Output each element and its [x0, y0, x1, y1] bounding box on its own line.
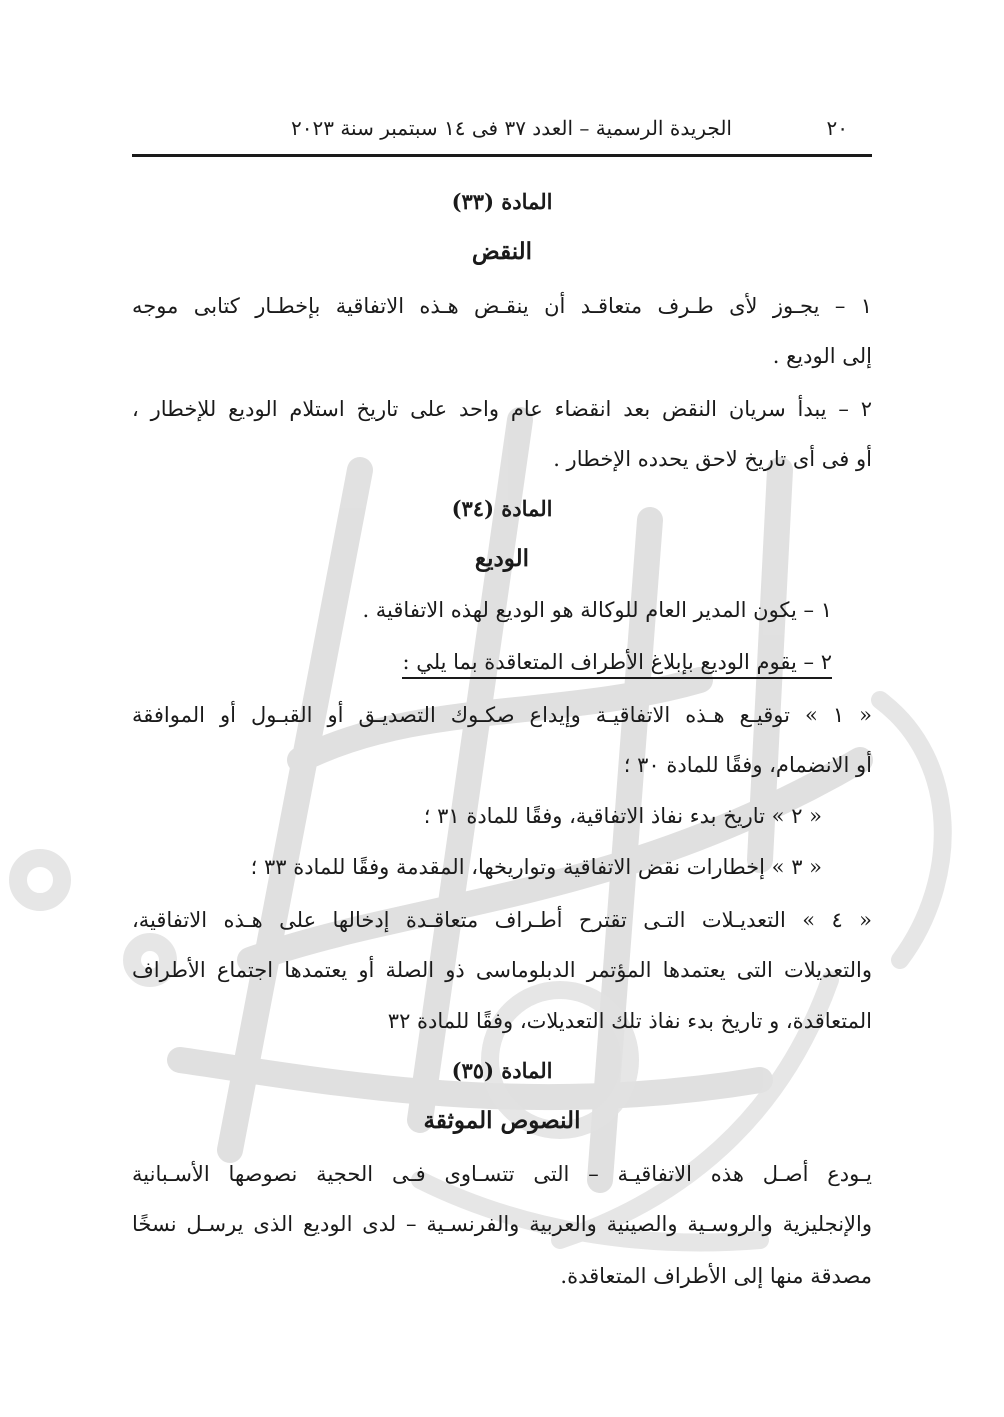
article-35-para-line3: مصدقة منها إلى الأطراف المتعاقدة.	[560, 1264, 872, 1288]
article-34-para2	[132, 650, 872, 674]
article-35-para-line2: والإنجليزية والروسـية والصينية والعربية والفرنسـية – لدى الوديع الذى يرسـل نسخًا	[132, 1212, 872, 1236]
article-35-heading: المادة (٣٥)	[451, 1058, 553, 1083]
article-33-para1-line1: ١ – يجـوز لأى طـرف متعاقـد أن ينقـض هـذه الاتفاقية بإخطـار كتابى موجه	[132, 294, 872, 318]
article-34-item4-line2: والتعديلات التى يعتمدها المؤتمر الدبلوماسى ذو الصلة أو يعتمدها اجتماع الأطراف	[132, 958, 872, 982]
page-header	[132, 112, 872, 146]
header-divider	[132, 154, 872, 157]
article-34-item4-line1: « ٤ » التعديـلات التـى تقترح أطـراف متعاقـدة إدخالها على هـذه الاتفاقية،	[132, 908, 872, 932]
page-number: ٢٠	[826, 116, 848, 140]
article-34-para2-text: ٢ – يقوم الوديع بإبلاغ الأطراف المتعاقدة بما يلي :	[402, 650, 832, 679]
article-35-para-line1: يـودع أصـل هذه الاتفاقيـة – التى تتسـاوى فـى الحجية نصوصها الأسـبانية	[132, 1162, 872, 1186]
article-34-para1: ١ – يكون المدير العام للوكالة هو الوديع لهذه الاتفاقية .	[362, 598, 832, 622]
header-title: الجريدة الرسمية – العدد ٣٧ فى ١٤ سبتمبر سنة ٢٠٢٣	[291, 116, 732, 140]
article-34-heading: المادة (٣٤)	[451, 496, 553, 521]
article-33-para2-line1: ٢ – يبدأ سريان النقض بعد انقضاء عام واحد على تاريخ استلام الوديع للإخطار ،	[132, 397, 872, 421]
article-33-para1-line2: إلى الوديع .	[772, 344, 872, 368]
article-34-item4-line3: المتعاقدة، و تاريخ بدء نفاذ تلك التعديلات، وفقًا للمادة ٣٢	[387, 1009, 872, 1033]
article-33-heading: المادة (٣٣)	[451, 189, 553, 214]
article-34-item1-line2: أو الانضمام، وفقًا للمادة ٣٠ ؛	[623, 753, 872, 777]
article-34-item2: « ٢ » تاريخ بدء نفاذ الاتفاقية، وفقًا للمادة ٣١ ؛	[423, 804, 822, 828]
article-33-subheading: النقض	[471, 238, 533, 265]
article-33-para2-line2: أو فى أى تاريخ لاحق يحدده الإخطار .	[553, 447, 872, 471]
article-34-subheading: الوديع	[474, 545, 530, 572]
article-34-item3: « ٣ » إخطارات نقض الاتفاقية وتواريخها، المقدمة وفقًا للمادة ٣٣ ؛	[250, 855, 822, 879]
article-35-subheading: النصوص الموثقة	[423, 1107, 581, 1134]
article-34-item1-line1: « ١ » توقيـع هـذه الاتفاقيـة وإيداع صكـوك التصديـق أو القبـول أو الموافقة	[132, 703, 872, 727]
